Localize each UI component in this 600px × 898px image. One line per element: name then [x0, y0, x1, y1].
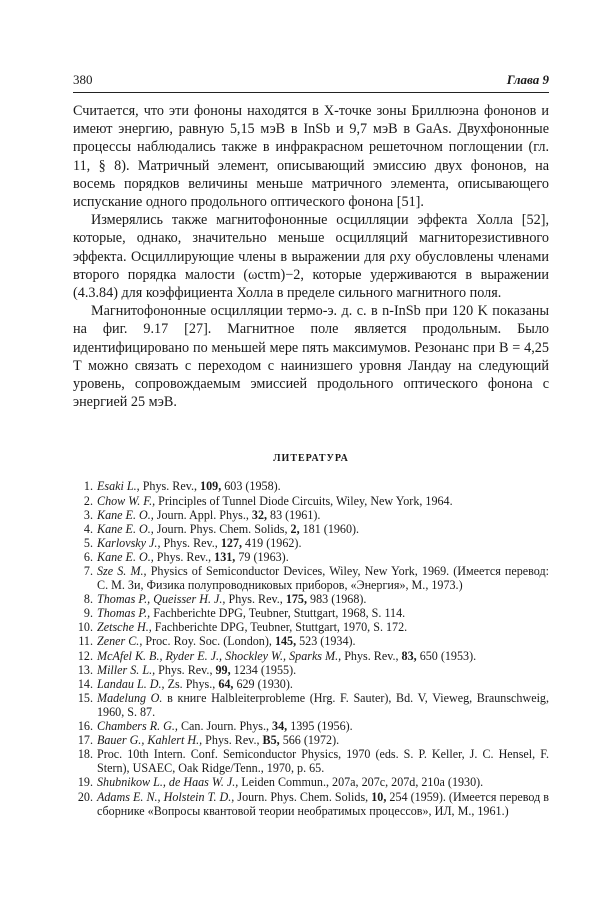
reference-item	[73, 522, 549, 536]
ref-volume: 2,	[290, 521, 300, 536]
ref-source: Phys. Rev.,	[341, 648, 402, 663]
reference-item	[73, 663, 549, 677]
ref-volume: 109,	[200, 479, 222, 494]
ref-source: Phys. Rev.,	[139, 479, 201, 494]
ref-pages-year: 79 (1963).	[235, 549, 289, 564]
reference-item	[73, 790, 549, 818]
ref-source: Phys. Rev.,	[202, 733, 263, 748]
ref-source: Journ. Phys. Chem. Solids,	[234, 789, 372, 804]
reference-item	[73, 508, 549, 522]
reference-item	[73, 550, 549, 564]
reference-item	[73, 606, 549, 620]
ref-authors: Kane E. O.,	[97, 521, 154, 536]
ref-authors: Zener C.,	[97, 634, 143, 649]
running-head	[73, 72, 549, 88]
ref-authors: Karlovsky J.,	[97, 535, 161, 550]
ref-authors: Miller S. L.,	[97, 662, 156, 677]
ref-source: Fachberichte DPG, Teubner, Stuttgart, 1970, S. 172.	[151, 620, 408, 635]
ref-number: 7.	[83, 564, 93, 579]
reference-item	[73, 775, 549, 789]
ref-number: 18.	[77, 747, 93, 762]
ref-volume: 10,	[371, 789, 387, 804]
ref-authors: Bauer G., Kahlert H.,	[97, 733, 203, 748]
ref-source: Phys. Rev.,	[160, 535, 221, 550]
ref-number: 11.	[78, 634, 93, 649]
ref-pages-year: 254 (1959). (Имеется перевод в сборнике «Вопросы квантовой теории необратимых процессов», ИЛ, М., 1961.)	[97, 789, 549, 818]
ref-source: Fachberichte DPG, Teubner, Stuttgart, 1968, S. 114.	[150, 606, 406, 621]
references-heading: ЛИТЕРАТУРА	[273, 453, 349, 465]
ref-number: 20.	[77, 789, 93, 804]
ref-source: Phys. Rev.,	[153, 549, 215, 564]
chapter-title: Глава 9	[506, 72, 549, 87]
ref-number: 12.	[77, 648, 93, 663]
ref-volume: 83,	[401, 648, 417, 663]
ref-source: Phys. Rev.,	[225, 592, 286, 607]
ref-number: 5.	[83, 535, 93, 550]
ref-pages-year: 650 (1953).	[416, 648, 477, 663]
ref-volume: 145,	[274, 634, 297, 649]
body-text	[73, 102, 549, 411]
reference-item	[73, 733, 549, 747]
ref-volume: 175,	[285, 592, 307, 607]
ref-number: 3.	[83, 507, 93, 522]
reference-item	[73, 677, 549, 691]
ref-volume: B5,	[262, 733, 280, 748]
paragraph: Магнитофононные осцилляции термо-э. д. с. в n-InSb при 120 K показаны на фиг. 9.17 [27]. Магнитное поле является продольным. Было идентифицировано по меньшей мере пять максимумов. Резонанс при B = 4,25 T можно связать с переходом с наинизшего уровня Ландау на следующий уровень, сопровождаемым эмиссией продольного оптического фонона с энергией 25 мэВ.	[73, 303, 549, 411]
ref-pages-year: 629 (1930).	[233, 676, 293, 691]
ref-pages-year: 181 (1960).	[299, 521, 360, 536]
page-number: 380	[73, 72, 93, 87]
reference-item	[73, 620, 549, 634]
ref-volume: 99,	[215, 662, 231, 677]
ref-pages-year: 523 (1934).	[296, 634, 356, 649]
reference-item	[73, 649, 549, 663]
ref-authors: McAfel K. B., Ryder E. J., Shockley W., Sparks M.,	[97, 648, 342, 663]
reference-item	[73, 747, 549, 775]
ref-number: 6.	[83, 549, 93, 564]
ref-number: 8.	[83, 592, 93, 607]
ref-number: 2.	[83, 493, 93, 508]
reference-item	[73, 494, 549, 508]
ref-number: 13.	[77, 662, 93, 677]
ref-number: 1.	[83, 479, 93, 494]
ref-volume: 131,	[214, 549, 236, 564]
ref-number: 4.	[83, 521, 93, 536]
ref-source: Proc. 10th Intern. Conf. Semiconductor Physics, 1970 (eds. S. P. Keller, J. C. Hensel, F. Stern), USAEC, Oak Ridge/Tenn., 1970, p. 65.	[97, 747, 549, 776]
ref-authors: Thomas P., Queisser H. J.,	[97, 592, 226, 607]
header-rule	[73, 92, 549, 93]
ref-source: Leiden Commun., 207a, 207c, 207d, 210a (1930).	[238, 775, 484, 790]
ref-authors: Shubnikow L., de Haas W. J.,	[97, 775, 239, 790]
paragraph: Считается, что эти фононы находятся в X-точке зоны Бриллюэна фононов и имеют энергию, равную 5,15 мэВ в InSb и 9,7 мэВ в GaAs. Двухфононные процессы наблюдались также в инфракрасном решеточном поглощении (гл. 11, § 8). Матричный элемент, описывающий эмиссию двух фононов, на восемь порядков величины меньше матричного элемента, описывающего испускание одного продольного оптического фонона [51].	[73, 103, 549, 211]
references-list	[73, 479, 549, 817]
ref-pages-year: 566 (1972).	[279, 733, 340, 748]
ref-source: Physics of Semiconductor Devices, Wiley, New York, 1969. (Имеется перевод: С. М. Зи, Физика полупроводниковых приборов, «Энергия», М., 1973.)	[97, 564, 549, 593]
ref-number: 19.	[77, 775, 93, 790]
ref-authors: Sze S. M.,	[97, 564, 147, 579]
book-page	[73, 72, 549, 818]
reference-item	[73, 719, 549, 733]
ref-source: в книге Halbleiterprobleme (Hrg. F. Sauter), Bd. V, Vieweg, Braunschweig, 1960, S. 87.	[97, 690, 549, 719]
paragraph: Измерялись также магнитофононные осцилляции эффекта Холла [52], которые, однако, значительно меньше осцилляций магниторезистивного эффекта. Осциллирующие члены в выражении для ρxy обусловлены членами второго порядка малости (ωcτm)−2, которые удерживаются в выражении (4.3.84) для коэффициента Холла в пределе сильного магнитного поля.	[73, 212, 549, 302]
ref-authors: Landau L. D.,	[97, 676, 165, 691]
reference-item	[73, 536, 549, 550]
ref-authors: Kane E. O.,	[97, 507, 154, 522]
ref-number: 16.	[77, 719, 93, 734]
ref-pages-year: 83 (1961).	[267, 507, 321, 522]
ref-source: Zs. Phys.,	[164, 676, 219, 691]
ref-authors: Adams E. N., Holstein T. D.,	[97, 789, 235, 804]
ref-number: 17.	[77, 733, 93, 748]
ref-number: 10.	[77, 620, 93, 635]
ref-authors: Kane E. O.,	[97, 549, 154, 564]
reference-item	[73, 592, 549, 606]
ref-pages-year: 1395 (1956).	[287, 719, 353, 734]
ref-authors: Chambers R. G.,	[97, 719, 178, 734]
reference-item	[73, 479, 549, 493]
ref-source: Journ. Appl. Phys.,	[153, 507, 252, 522]
ref-number: 9.	[83, 606, 93, 621]
ref-pages-year: 603 (1958).	[221, 479, 281, 494]
ref-source: Can. Journ. Phys.,	[177, 719, 273, 734]
ref-volume: 32,	[251, 507, 268, 522]
ref-number: 14.	[77, 676, 93, 691]
ref-source: Phys. Rev.,	[155, 662, 216, 677]
ref-authors: Madelung O.	[97, 690, 163, 705]
ref-authors: Thomas P.,	[97, 606, 151, 621]
reference-item	[73, 691, 549, 719]
ref-authors: Chow W. F.,	[97, 493, 156, 508]
ref-pages-year: 419 (1962).	[242, 535, 302, 550]
ref-source: Proc. Roy. Soc. (London),	[142, 634, 275, 649]
ref-volume: 34,	[272, 719, 288, 734]
ref-authors: Esaki L.,	[97, 479, 140, 494]
ref-pages-year: 983 (1968).	[307, 592, 367, 607]
ref-authors: Zetsche H.,	[97, 620, 152, 635]
ref-source: Principles of Tunnel Diode Circuits, Wiley, New York, 1964.	[155, 493, 453, 508]
ref-pages-year: 1234 (1955).	[230, 662, 297, 677]
ref-number: 15.	[77, 690, 93, 705]
reference-item	[73, 564, 549, 592]
ref-source: Journ. Phys. Chem. Solids,	[153, 521, 291, 536]
ref-volume: 127,	[220, 535, 243, 550]
ref-volume: 64,	[218, 676, 234, 691]
reference-item	[73, 634, 549, 648]
